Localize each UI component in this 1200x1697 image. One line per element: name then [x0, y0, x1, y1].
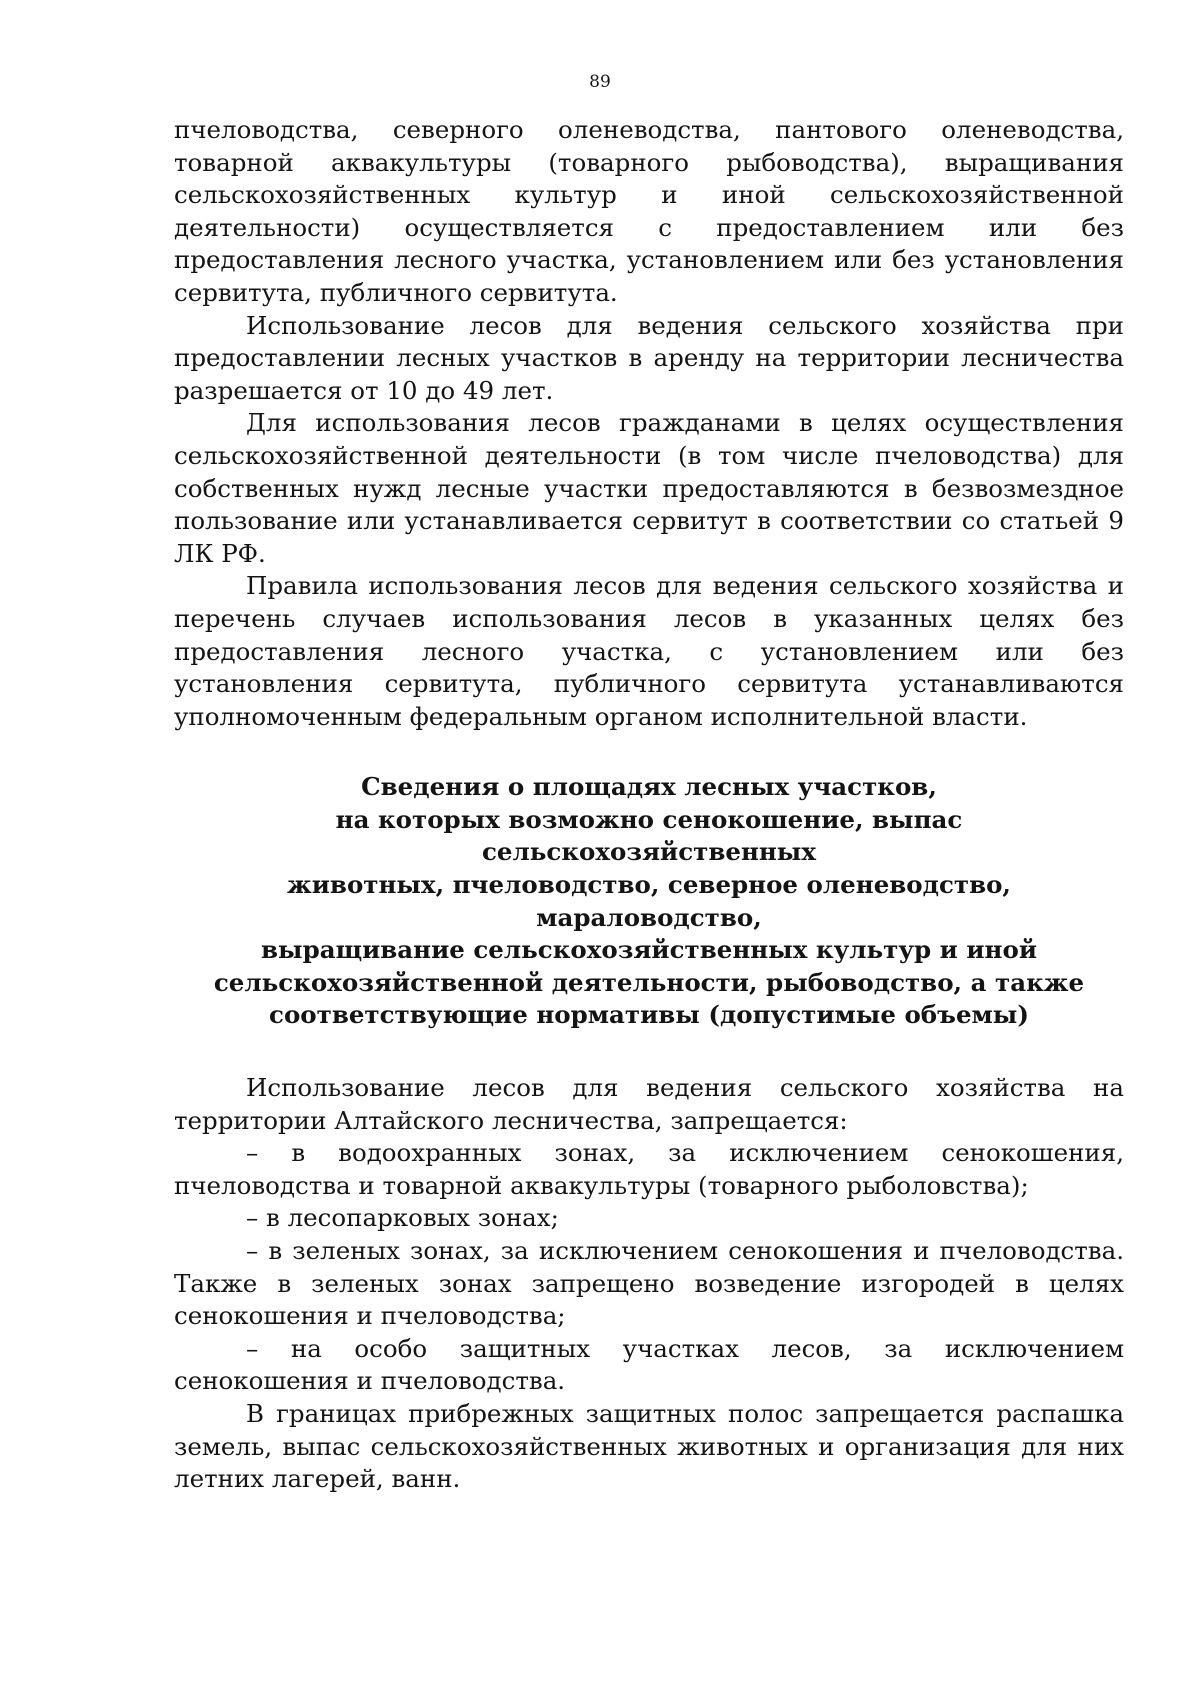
list-item: – в водоохранных зонах, за исключением сенокошения, пчеловодства и товарной аквакультуры (товарного рыболовства); — [174, 1138, 1124, 1200]
heading-line: Сведения о площадях лесных участков, — [361, 772, 937, 802]
paragraph: Правила использования лесов для ведения сельского хозяйства и перечень случаев использования лесов в указанных целях без предоставления лесного участка, с установлением или без установления сервитута, публичного сервитута устанавливаются уполномоченным федеральным органом исполнительной власти. — [174, 571, 1124, 731]
section-heading — [174, 771, 1124, 1032]
list-item: – на особо защитных участках лесов, за исключением сенокошения и пчеловодства. — [174, 1333, 1124, 1396]
heading-line: на которых возможно сенокошение, выпас сельскохозяйственных — [335, 804, 963, 867]
list-item: – в зеленых зонах, за исключением сенокошения и пчеловодства. Также в зеленых зонах запрещено возведение изгородей в целях сенокошения и пчеловодства; — [174, 1236, 1124, 1331]
document-body — [174, 114, 1124, 1496]
list-item: – в лесопарковых зонах; — [246, 1203, 559, 1233]
page-number: 89 — [589, 72, 611, 92]
paragraph: Использование лесов для ведения сельского хозяйства при предоставлении лесных участков в аренду на территории лесничества разрешается от 10 до 49 лет. — [174, 310, 1124, 405]
heading-line: выращивание сельскохозяйственных культур и иной — [261, 935, 1037, 965]
heading-line: соответствующие нормативы (допустимые объемы) — [269, 1000, 1029, 1030]
paragraph: В границах прибрежных защитных полос запрещается распашка земель, выпас сельскохозяйственных животных и организация для них летних лагерей, ванн. — [174, 1398, 1124, 1494]
paragraph: Для использования лесов гражданами в целях осуществления сельскохозяйственной деятельности (в том числе пчеловодства) для собственных нужд лесные участки предоставляются в безвозмездное пользование или устанавливается сервитут в соответствии со статьей 9 ЛК РФ. — [174, 408, 1124, 568]
heading-line: сельскохозяйственной деятельности, рыбоводство, а также — [213, 967, 1085, 997]
paragraph: Использование лесов для ведения сельского хозяйства на территории Алтайского лесничества, запрещается: — [174, 1073, 1124, 1135]
heading-line: животных, пчеловодство, северное оленеводство, мараловодство, — [287, 870, 1011, 932]
paragraph: пчеловодства, северного оленеводства, пантового оленеводства, товарной аквакультуры (товарного рыбоводства), выращивания сельскохозяйственных культур и иной сельскохозяйственной деятельности) осуществляется с предоставлением или без предоставления лесного участка, установлением или без установления сервитута, публичного сервитута. — [174, 115, 1124, 307]
